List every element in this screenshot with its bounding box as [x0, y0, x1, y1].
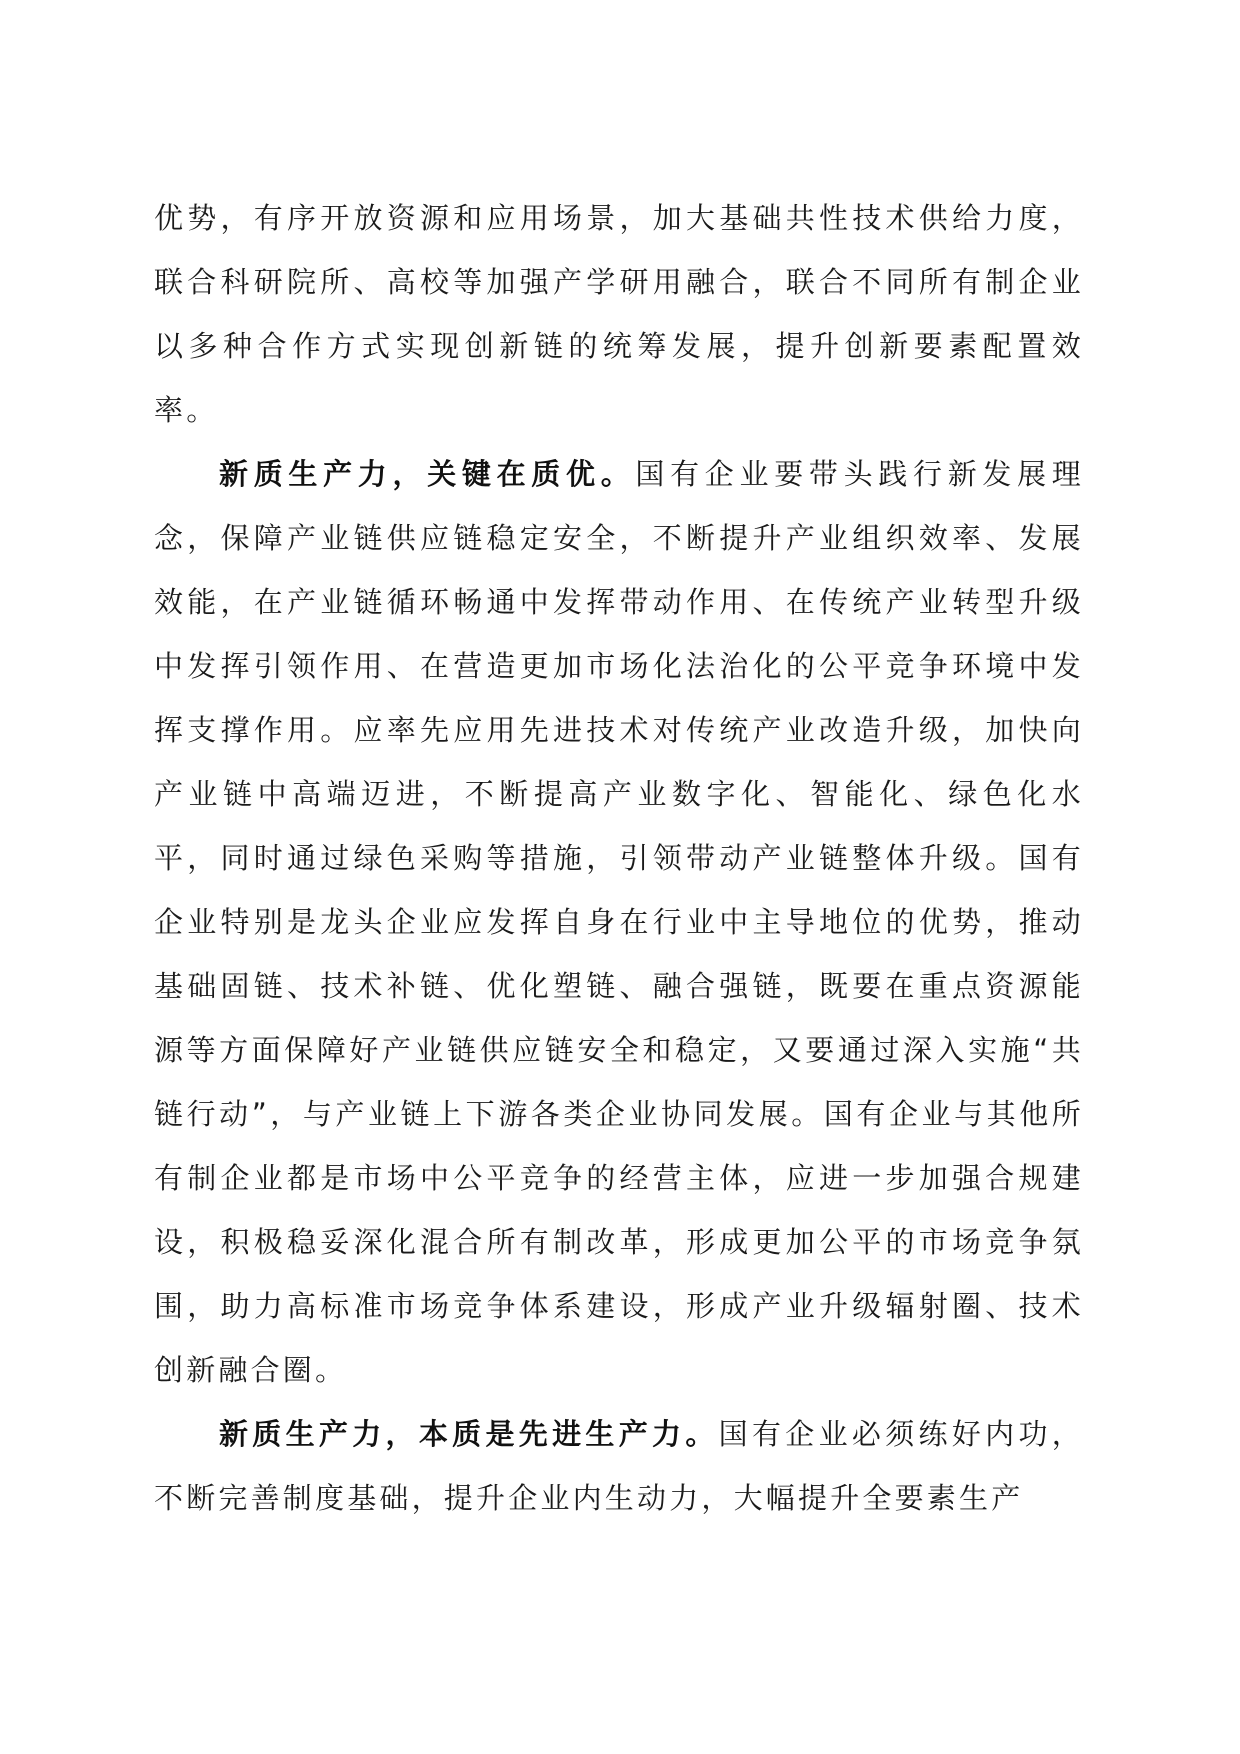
paragraph-3-text: 国有企业必须练好内功，不断完善制度基础，提升企业内生动力，大幅提升全要素生产: [154, 1417, 1084, 1515]
paragraph-2-text: 国有企业要带头践行新发展理念，保障产业链供应链稳定安全，不断提升产业组织效率、发展效能，在产业链循环畅通中发挥带动作用、在传统产业转型升级中发挥引领作用、在营造更加市场化法治化的公平竞争环境中发挥支撑作用。应率先应用先进技术对传统产业改造升级，加快向产业链中高端迈进，不断提高产业数字化、智能化、绿色化水平，同时通过绿色采购等措施，引领带动产业链整体升级。国有企业特别是龙头企业应发挥自身在行业中主导地位的优势，推动基础固链、技术补链、优化塑链、融合强链，既要在重点资源能源等方面保障好产业链供应链安全和稳定，又要通过深入实施“共链行动”，与产业链上下游各类企业协同发展。国有企业与其他所有制企业都是市场中公平竞争的经营主体，应进一步加强合规建设，积极稳妥深化混合所有制改革，形成更加公平的市场竞争氛围，助力高标准市场竞争体系建设，形成产业升级辐射圈、技术创新融合圈。: [154, 457, 1084, 1387]
paragraph-3: [154, 1402, 1084, 1530]
paragraph-1-text: 优势，有序开放资源和应用场景，加大基础共性技术供给力度，联合科研院所、高校等加强产学研用融合，联合不同所有制企业以多种合作方式实现创新链的统筹发展，提升创新要素配置效率。: [154, 201, 1084, 427]
paragraph-2: [154, 442, 1084, 1402]
paragraph-1: [154, 186, 1084, 442]
paragraph-2-lead: 新质生产力，关键在质优。: [219, 457, 636, 491]
paragraph-3-lead: 新质生产力，本质是先进生产力。: [219, 1417, 719, 1451]
article-body: [154, 186, 1084, 1530]
